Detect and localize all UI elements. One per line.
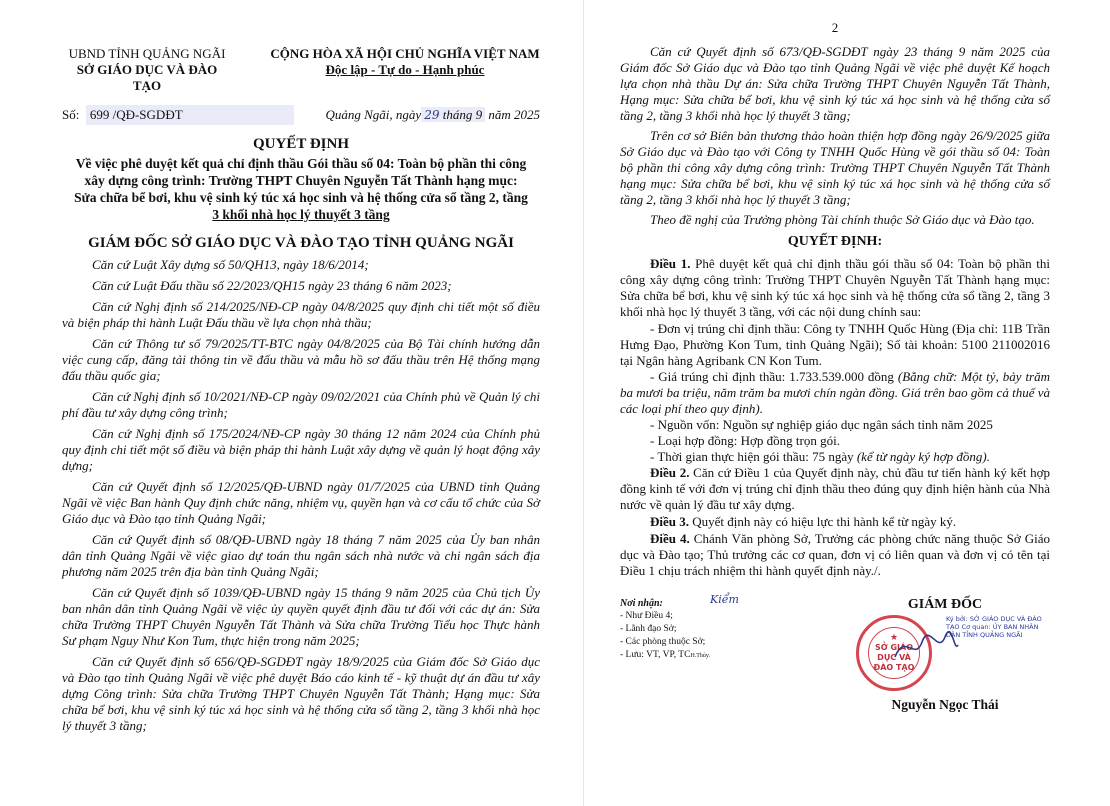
number-field xyxy=(86,105,294,125)
recipient-item: - Các phòng thuộc Sở; xyxy=(620,637,706,647)
legal-basis-item: Căn cứ Quyết định số 08/QĐ-UBND ngày 18 tháng 7 năm 2025 của Ủy ban nhân dân tỉnh Quảng Ngãi về việc giao dự toán thu ngân sách nhà nước và chi ngân sách địa phương năm 2025 trên địa bàn tỉnh Quảng Ngãi; xyxy=(62,532,540,579)
article-1-label: Điều 1. xyxy=(650,256,691,271)
article-4-label: Điều 4. xyxy=(650,531,690,546)
decision-heading: QUYẾT ĐỊNH: xyxy=(787,234,883,249)
signer-title: GIÁM ĐỐC xyxy=(907,597,983,612)
duration-note: (kể từ ngày ký hợp đồng). xyxy=(856,449,990,464)
recipient-item: - Như Điều 4; xyxy=(620,611,673,621)
legal-basis-item: Căn cứ Nghị định số 175/2024/NĐ-CP ngày 30 tháng 12 năm 2024 của Chính phủ quy định chi tiết một số điều và biện pháp thi hành Luật xây dựng về quản lý hoạt động xây dựng; xyxy=(62,426,540,473)
contractor-item: - Đơn vị trúng chỉ định thầu: Công ty TNHH Quốc Hùng (Địa chỉ: 11B Trần Hưng Đạo, Phường Kon Tum, tỉnh Quảng Ngãi); Số tài khoản: 5100 211002016 tại Ngân hàng Agribank CN Kon Tum. xyxy=(620,321,1050,368)
decision-title: QUYẾT ĐỊNH xyxy=(253,136,349,152)
duration-main: - Thời gian thực hiện gói thầu: 75 ngày xyxy=(650,449,854,464)
article-3-text: Quyết định này có hiệu lực thi hành kể từ ngày ký. xyxy=(692,514,957,529)
legal-basis-item: Căn cứ Quyết định số 1039/QĐ-UBND ngày 15 tháng 9 năm 2025 của Chủ tịch Ủy ban nhân dân tỉnh Quảng Ngãi về việc ủy quyền quyết định đầu tư đối với các dự án: Sửa chữa Trường THPT Chuyên Nguyễn Tất Thành và Sửa chữa Trường Tiểu học Thực hành Sư phạm Nguy Như Kon Tum, thực hiện trong năm 2025; xyxy=(62,585,540,648)
legal-basis-item: Căn cứ Quyết định số 673/QĐ-SGDĐT ngày 23 tháng 9 năm 2025 của Giám đốc Sở Giáo dục và Đào tạo tỉnh Quảng Ngãi về việc phê duyệt Kế hoạch lựa chọn nhà thầu Dự án: Sửa chữa Trường THPT Chuyên Nguyễn Tất Thành, Hạng mục: Sửa chữa bể bơi, khu vệ sinh ký túc xá học sinh và hệ thống cửa sổ tầng 2, tầng 3 khối nhà học lý thuyết 3 tầng; xyxy=(620,44,1050,123)
article-2-text: Căn cứ Điều 1 của Quyết định này, chủ đầu tư tiến hành ký kết hợp đồng kinh tế với đơn vị trúng chỉ định thầu theo đúng quy định hiện hành của Nhà nước về quản lý đầu tư xây dựng. xyxy=(620,465,1051,512)
national-motto: Độc lập - Tự do - Hạnh phúc xyxy=(325,62,485,77)
decision-subject xyxy=(72,155,530,223)
date-day: 29 xyxy=(424,108,440,122)
signer-name: Nguyễn Ngọc Thái xyxy=(891,697,999,712)
recipient-item xyxy=(620,649,790,663)
legal-basis-item: Căn cứ Luật Đấu thầu số 22/2023/QH15 ngày 23 tháng 6 năm 2023; xyxy=(92,278,452,293)
legal-basis-item: Căn cứ Nghị định số 10/2021/NĐ-CP ngày 09/02/2021 của Chính phủ về Quản lý chi phí đầu tư xây dựng công trình; xyxy=(62,389,540,420)
page-number: 2 xyxy=(831,20,839,35)
department-name: SỞ GIÁO DỤC VÀ ĐÀO TẠO xyxy=(76,62,218,93)
star-icon: ★ xyxy=(889,633,899,643)
agency-name: UBND TỈNH QUẢNG NGÃI xyxy=(68,46,226,61)
legal-basis-item: Căn cứ Luật Xây dựng số 50/QH13, ngày 18/6/2014; xyxy=(92,257,369,272)
seal-text: SỞ GIÁO DỤC VÀ ĐÀO TẠO xyxy=(873,643,915,672)
recipient-storage: - Lưu: VT, VP, TC xyxy=(620,650,691,660)
legal-basis-item: Căn cứ Quyết định số 12/2025/QĐ-UBND ngày 01/7/2025 của UBND tỉnh Quảng Ngãi về việc Ban hành Quy định chức năng, nhiệm vụ, quyền hạn và cơ cấu tổ chức của Sở Giáo dục và Đào tạo tỉnh Quảng Ngãi; xyxy=(62,479,540,526)
legal-basis-item: Căn cứ Quyết định số 656/QĐ-SGDĐT ngày 18/9/2025 của Giám đốc Sở Giáo dục và Đào tạo tỉnh Quảng Ngãi về việc phê duyệt Báo cáo kinh tế - kỹ thuật dự án đầu tư xây dựng Công trình: Sửa chữa Trường THPT Chuyên Nguyễn Tất Thành; Hạng mục: Sửa chữa bể bơi, khu vệ sinh ký túc xá học sinh và hệ thống cửa sổ tầng 2, tầng 3 khối nhà học lý thuyết 3 tầng; xyxy=(62,654,540,733)
date-place: Quảng Ngãi, ngày xyxy=(325,107,422,122)
funding-item: - Nguồn vốn: Nguồn sự nghiệp giáo dục ngân sách tỉnh năm 2025 xyxy=(650,417,993,432)
number-label: Số: xyxy=(62,107,80,122)
legal-basis-item: Trên cơ sở Biên bản thương thảo hoàn thiện hợp đồng ngày 26/9/2025 giữa Sở Giáo dục và Đào tạo với Công ty TNHH Quốc Hùng về gói thầu số 04: Toàn bộ phần thi công xây dựng công trình: Trường THPT Chuyên Nguyễn Tất Thành hạng mục: Sửa chữa bể bơi, khu vệ sinh ký túc xá học sinh và hệ thống cửa sổ tầng 2, tầng 3 khối nhà học lý thuyết 3 tầng; xyxy=(620,128,1050,207)
article-3 xyxy=(620,514,1050,530)
subject-main: Về việc phê duyệt kết quả chỉ định thầu Gói thầu số 04: Toàn bộ phần thi công xây dựng công trình: Trường THPT Chuyên Nguyễn Tất Thành hạng mục: Sửa chữa bể bơi, khu vệ sinh ký túc xá học sinh và hệ thống cửa sổ tầng 2, tầng xyxy=(74,156,528,205)
article-1 xyxy=(620,256,1050,320)
document-header xyxy=(62,46,540,94)
number-value: 699 xyxy=(89,107,110,122)
recipient-initials: H.Thủy. xyxy=(690,653,711,659)
legal-basis-item: Căn cứ Nghị định số 214/2025/NĐ-CP ngày 04/8/2025 quy định chi tiết một số điều và biện pháp thi hành Luật Đấu thầu về lựa chọn nhà thầu; xyxy=(62,299,540,330)
issue-date xyxy=(326,107,541,123)
contract-type-item: - Loại hợp đồng: Hợp đồng trọn gói. xyxy=(650,433,840,448)
price-in-words: (Bằng chữ: Một tỷ, bảy trăm ba mươi ba triệu, năm trăm ba mươi chín ngàn đồng. Giá trên bao gồm cả thuế và các loại phí theo quy định). xyxy=(620,369,1050,416)
article-2-label: Điều 2. xyxy=(650,465,690,480)
legal-bases xyxy=(62,257,540,734)
authority-title: GIÁM ĐỐC SỞ GIÁO DỤC VÀ ĐÀO TẠO TỈNH QUẢNG NGÃI xyxy=(88,235,514,251)
recipients-block xyxy=(620,597,790,663)
document-page-2 xyxy=(590,0,1110,806)
date-year: năm 2025 xyxy=(488,107,540,122)
legal-basis-item: Theo đề nghị của Trưởng phòng Tài chính thuộc Sở Giáo dục và Đào tạo. xyxy=(650,212,1035,227)
handwritten-initial: Kiểm xyxy=(710,593,739,606)
national-title xyxy=(270,46,540,94)
date-day-field xyxy=(421,107,485,122)
page-divider xyxy=(583,0,584,806)
digital-signature: Ký bởi: SỞ GIÁO DỤC VÀ ĐÀO TẠO Cơ quan: ỦY BAN NHÂN DÂN TỈNH QUẢNG NGÃI xyxy=(946,615,1042,639)
stamp-area xyxy=(850,615,1040,697)
date-month: 9 xyxy=(475,107,483,122)
nation-name: CỘNG HÒA XÃ HỘI CHỦ NGHĨA VIỆT NAM xyxy=(270,46,540,61)
number-suffix: /QĐ-SGDĐT xyxy=(112,107,183,122)
month-label: tháng xyxy=(442,107,473,122)
article-3-label: Điều 3. xyxy=(650,514,689,529)
issuing-agency xyxy=(62,46,232,94)
price-main: - Giá trúng chỉ định thầu: 1.733.539.000 đồng xyxy=(650,369,894,384)
document-number xyxy=(62,105,294,125)
article-2 xyxy=(620,465,1050,513)
signer-block xyxy=(850,597,1040,713)
article-4 xyxy=(620,531,1050,579)
article-4-text: Chánh Văn phòng Sở, Trưởng các phòng chức năng thuộc Sở Giáo dục và Đào tạo; Thủ trưởng các cơ quan, đơn vị có liên quan và đơn vị có tên tại Điều 1 chịu trách nhiệm thi hành quyết định này./. xyxy=(620,531,1051,578)
reference-line xyxy=(62,104,540,126)
recipient-item: - Lãnh đạo Sở; xyxy=(620,624,677,634)
price-item xyxy=(620,369,1050,417)
subject-underlined: 3 khối nhà học lý thuyết 3 tầng xyxy=(212,207,390,222)
recipients-title: Nơi nhận: xyxy=(620,598,663,609)
signature-area xyxy=(620,593,1050,717)
duration-item xyxy=(620,449,1050,465)
article-1-text: Phê duyệt kết quả chỉ định thầu gói thầu số 04: Toàn bộ phần thi công xây dựng công trình: Trường THPT Chuyên Nguyễn Tất Thành hạng mục: Sửa chữa bể bơi, khu vệ sinh ký túc xá học sinh và hệ thống cửa sổ tầng 2, tầng 3 khối nhà học lý thuyết 3 tầng, với các nội dung chính sau: xyxy=(620,256,1051,319)
legal-basis-item: Căn cứ Thông tư số 79/2025/TT-BTC ngày 04/8/2025 của Bộ Tài chính hướng dẫn việc cung cấp, đăng tải thông tin về đấu thầu và mẫu hồ sơ đấu thầu trên Hệ thống mạng đấu thầu quốc gia; xyxy=(62,336,540,383)
